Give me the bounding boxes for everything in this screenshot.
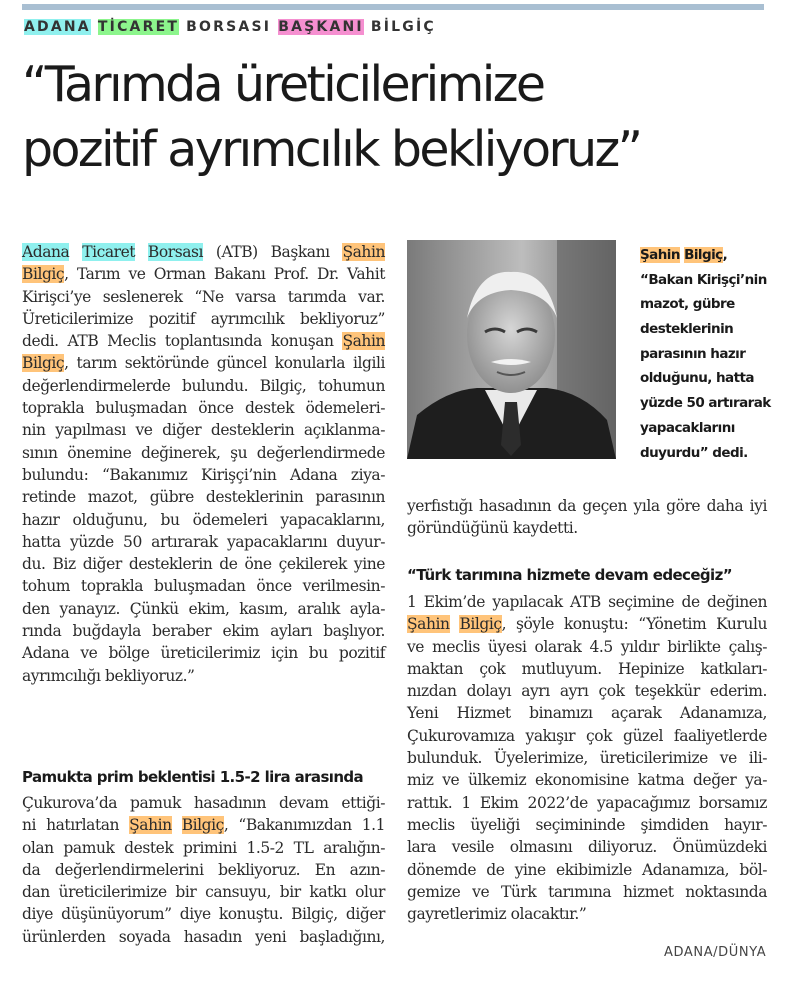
text-line: maktan çok mutluyum. Hepinize katkıları- [407, 659, 767, 678]
text-line: rattık. 1 Ekim 2022’de yapacağımız borsamız [407, 793, 767, 812]
text-line: bulundu: “Bakanımız Kirişçi’nin Adana ziya- [22, 465, 385, 484]
subheading-cotton: Pamukta prim beklentisi 1.5-2 lira arasında [22, 768, 364, 786]
photo-caption [640, 243, 780, 465]
headline [22, 52, 782, 182]
caption-line: duyurdu” dedi. [640, 444, 748, 461]
kicker-word: BORSASI [186, 19, 272, 35]
article-column-left [22, 241, 385, 687]
text-run: , tarım sektöründe güncel konularla ilgili [64, 354, 385, 373]
name-highlight: Şahin [342, 332, 385, 351]
top-color-bar [22, 4, 764, 10]
text-line: yerfıstığı hasadının da geçen yıla göre daha iyi [407, 497, 767, 515]
text-line: Yeni Hizmet binamızı açarak Adanamıza, [407, 704, 767, 723]
text-run: ni hatırlatan [22, 816, 130, 835]
text-line [22, 263, 385, 285]
caption-line [640, 243, 780, 268]
caption-line: mazot, gübre [640, 296, 735, 313]
article-column-left-continued [22, 792, 385, 948]
kicker-word: TİCARET [97, 19, 180, 35]
name-highlight: Bilgiç [181, 816, 224, 835]
text-line: du. Biz diğer desteklerin de öne çekilerek yine [22, 555, 385, 574]
text-run: , Tarım ve Orman Bakanı Prof. Dr. Vahit [64, 265, 385, 284]
text-line: Kirişci’ye seslenerek “Ne varsa tarımda var. [22, 287, 385, 306]
headline-line: “Tarımda üreticilerimize [22, 56, 544, 113]
text-line: dan üreticilerimize bir cansuyu, bir katkı olur [22, 883, 385, 902]
highlight: Borsası [147, 243, 204, 261]
kicker-word: BAŞKANI [278, 19, 364, 35]
caption-line: olduğunu, hatta [640, 370, 754, 387]
text-line: gemize ve Türk tarımına hizmet noktasında [407, 882, 767, 901]
caption-line: yüzde 50 artırarak [640, 395, 771, 412]
text-line: da değerlendirmelerini bekliyoruz. En azın- [22, 860, 385, 879]
caption-line: desteklerinin [640, 321, 734, 338]
highlight: Ticaret [82, 243, 136, 261]
text-line: dönemde de yine ekibimizle Adanamıza, böl- [407, 860, 767, 879]
name-highlight: Şahin [407, 615, 450, 634]
text-line: göründüğünü kaydetti. [407, 519, 578, 538]
text-line: ürünlerden soyada hasadın yeni başladığını, [22, 927, 385, 946]
text-line: Çukurova’da pamuk hasadının devam ettiği- [22, 794, 385, 812]
text-line: değerlendirmelerde bulundu. Bilgiç, tohumun [22, 376, 385, 395]
text-line [22, 241, 385, 263]
text-line: tohum toprakla buluşmadan önce verilmesin- [22, 577, 385, 596]
kicker-word: ADANA [24, 19, 91, 35]
text-line [22, 330, 385, 352]
text-run: , şöyle konuştu: “Yönetim Kurulu [501, 615, 767, 634]
caption-line: “Bakan Kirişçi’nin [640, 271, 767, 288]
highlight: Adana [22, 243, 70, 261]
name-highlight: Şahin [342, 243, 385, 261]
text-line: 1 Ekim’de yapılacak ATB seçimine de değinen [407, 593, 767, 611]
text-line: miz ve ülkemiz ekonomisine katma değer ya- [407, 771, 767, 790]
text-line: Çukurovamıza yakışır çok güzel faaliyetlerde [407, 726, 767, 745]
text-line: nin yapılması ve diğer desteklerin açıklanma- [22, 421, 385, 440]
name-highlight: Bilgiç [459, 615, 502, 634]
text-line: meclis üyeliği seçimininde şimdiden hayır- [407, 815, 767, 834]
article-column-right [407, 495, 767, 540]
kicker [24, 19, 436, 35]
text-line: ve meclis üyesi olarak 4.5 yıldır birlikte çalış- [407, 637, 767, 656]
text-line: hatta yüzde 50 artırarak yapacaklarını duyur- [22, 532, 385, 551]
text-line: den yanayız. Çünkü ekim, kasım, aralık ayla- [22, 599, 385, 618]
text-line: bulunduk. Üyelerimize, üreticilerimize ve ili- [407, 749, 767, 768]
subheading-turkish-agriculture: “Türk tarımına hizmete devam edeceğiz” [407, 566, 732, 584]
name-highlight: Bilgiç [22, 265, 65, 284]
text-line [407, 613, 767, 635]
text-line: sının önemine değinerek, şu değerlendirmede [22, 443, 385, 462]
portrait-photo-drawing [407, 240, 616, 459]
kicker-word: BİLGİÇ [370, 19, 436, 35]
text-line: retinde mazot, gübre desteklerinin parasının [22, 488, 385, 507]
name-highlight: Şahin [129, 816, 172, 835]
caption-line: yapacaklarını [640, 419, 735, 436]
text-line: nızdan dolayı ayrı ayrı çok teşekkür ederim. [407, 682, 767, 701]
text-line: diye düşünüyorum” diye konuştu. Bilgiç, diğer [22, 905, 385, 924]
portrait-photo [407, 240, 616, 459]
name-highlight: Şahin [640, 247, 680, 263]
caption-line: parasının hazır [640, 345, 746, 362]
name-highlight: Bilgiç [22, 354, 65, 373]
text-run: dedi. ATB Meclis toplantısında konuşan [22, 332, 343, 351]
text-line: Adana ve bölge üreticilerimiz için bu pozitif [22, 644, 385, 663]
text-run: , [722, 247, 728, 263]
text-line: lara vesile olmasını diliyoruz. Önümüzdeki [407, 838, 767, 857]
text-run: (ATB) Başkanı [203, 243, 343, 261]
source-credit: ADANA/DÜNYA [664, 945, 767, 960]
article-column-right-continued [407, 591, 767, 925]
name-highlight: Bilgiç [684, 247, 723, 263]
text-line: gayretlerimiz olacaktır.” [407, 905, 587, 924]
text-run: , “Bakanımızdan 1.1 [223, 816, 385, 835]
text-line: rında buğdayla beraber ekim ayları başlıyor. [22, 622, 385, 641]
text-line: hazır olduğunu, bu ödemeleri yapacaklarını, [22, 510, 385, 529]
text-line: Üreticilerimize pozitif ayrımcılık bekliyoruz” [22, 309, 385, 328]
text-line [22, 814, 385, 836]
headline-line: pozitif ayrımcılık bekliyoruz” [22, 121, 641, 178]
text-line [22, 352, 385, 374]
text-line: toprakla buluşmadan önce destek ödemeleri- [22, 399, 385, 418]
text-line: ayrımcılığı bekliyoruz.” [22, 666, 195, 685]
text-line: olan pamuk destek primini 1.5-2 TL aralığın- [22, 838, 385, 857]
